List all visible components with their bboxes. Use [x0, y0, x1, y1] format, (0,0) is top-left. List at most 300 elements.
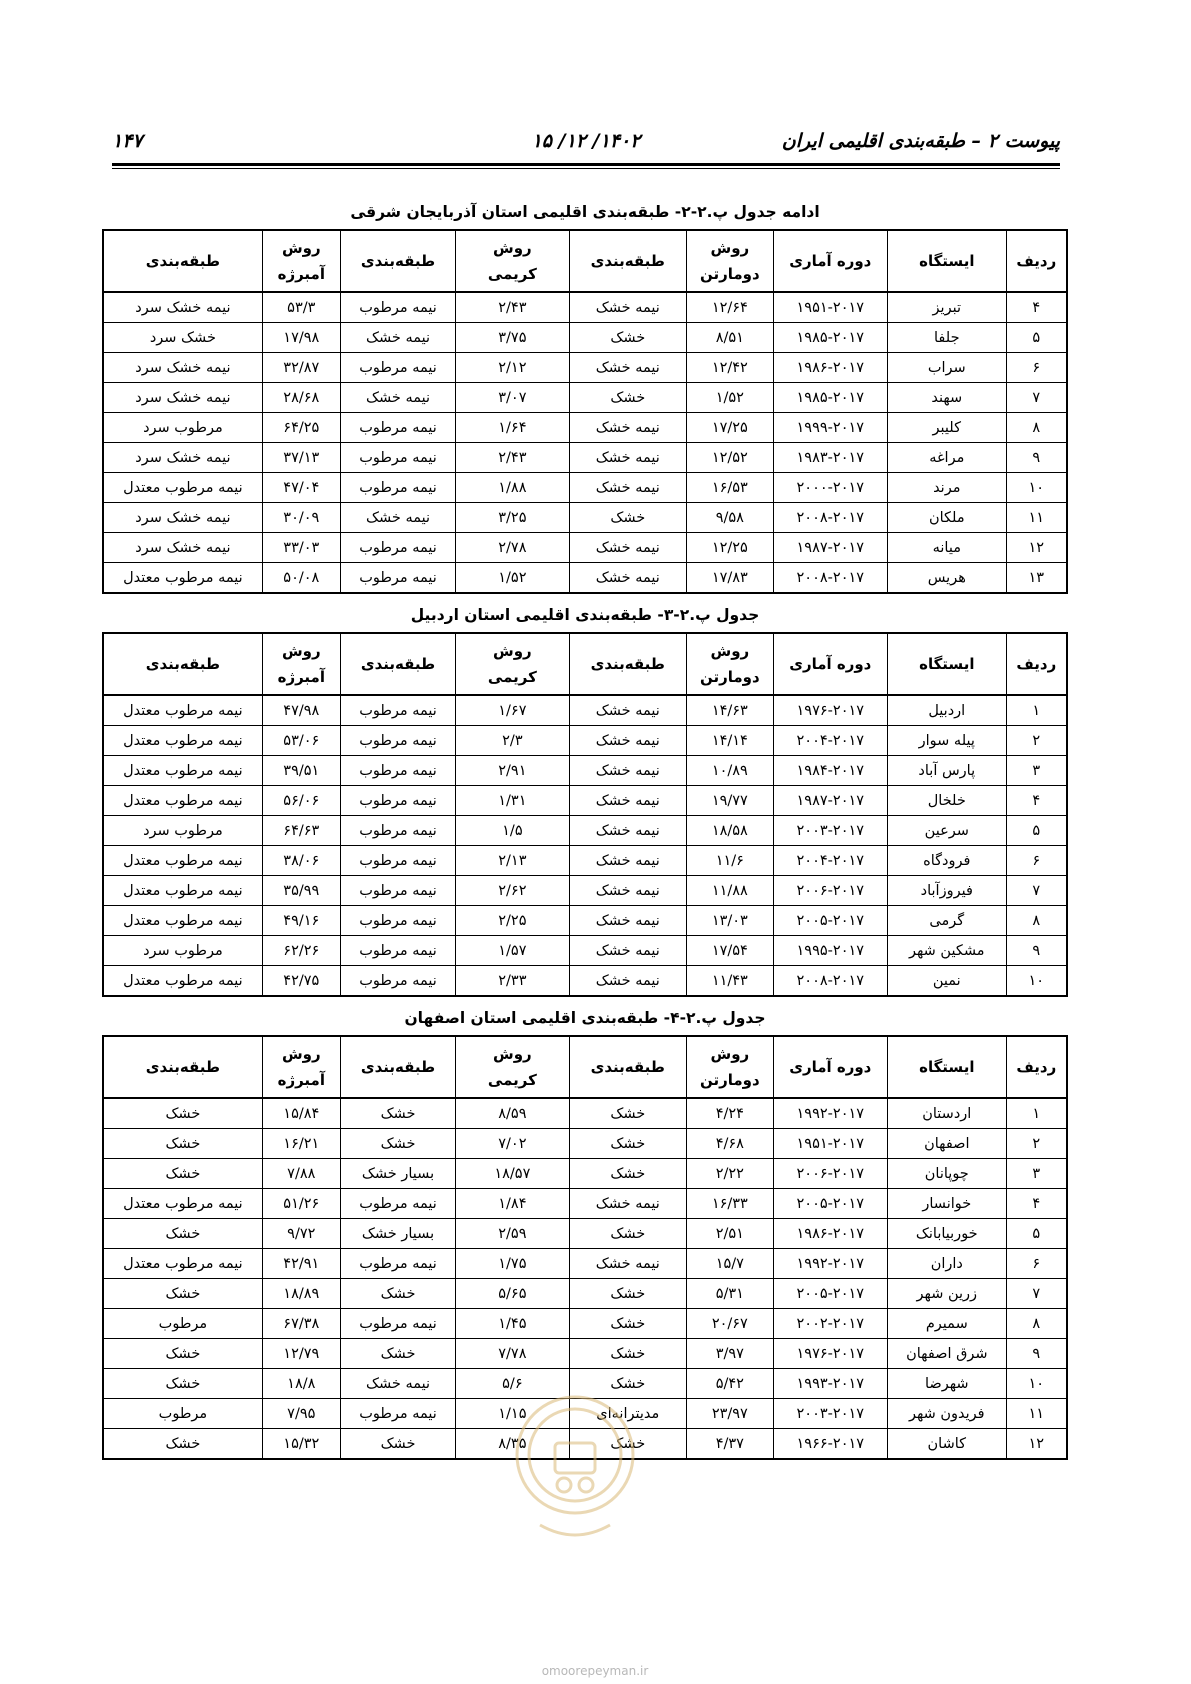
- cell-emberger: ۳۸/۰۶: [262, 846, 340, 876]
- cell-period: ۲۰۰۶-۲۰۱۷: [773, 1159, 887, 1189]
- cell-class-demartonne: نیمه خشک: [569, 292, 687, 323]
- cell-emberger: ۷/۹۵: [262, 1399, 340, 1429]
- cell-period: ۲۰۰۶-۲۰۱۷: [773, 876, 887, 906]
- cell-karimi: ۱/۱۵: [456, 1399, 569, 1429]
- cell-class-karimi: خشک: [340, 1429, 455, 1460]
- cell-demartonne: ۱۶/۵۳: [687, 473, 774, 503]
- cell-demartonne: ۱۴/۱۴: [687, 726, 774, 756]
- cell-class-karimi: نیمه مرطوب: [340, 966, 455, 997]
- table-row: [103, 906, 1067, 936]
- cell-demartonne: ۹/۵۸: [687, 503, 774, 533]
- cell-karimi: ۳/۲۵: [456, 503, 569, 533]
- table-row: [103, 786, 1067, 816]
- cell-class-karimi: بسیار خشک: [340, 1219, 455, 1249]
- cell-emberger: ۶۲/۲۶: [262, 936, 340, 966]
- cell-class-emberger: مرطوب: [103, 1399, 262, 1429]
- header-rule: [112, 163, 1060, 166]
- cell-row-number: ۶: [1006, 846, 1067, 876]
- cell-class-demartonne: نیمه خشک: [569, 966, 687, 997]
- cell-demartonne: ۱۰/۸۹: [687, 756, 774, 786]
- cell-emberger: ۱۸/۸: [262, 1369, 340, 1399]
- table-row: [103, 1309, 1067, 1339]
- cell-emberger: ۹/۷۲: [262, 1219, 340, 1249]
- col-header-station: ایستگاه: [887, 1036, 1006, 1098]
- cell-station: پیله سوار: [887, 726, 1006, 756]
- cell-karimi: ۲/۷۸: [456, 533, 569, 563]
- cell-station: خوربیابانک: [887, 1219, 1006, 1249]
- col-header-demartonne: روش دومارتن: [687, 633, 774, 695]
- cell-station: گرمی: [887, 906, 1006, 936]
- cell-row-number: ۳: [1006, 756, 1067, 786]
- cell-period: ۱۹۹۹-۲۰۱۷: [773, 413, 887, 443]
- cell-period: ۱۹۵۱-۲۰۱۷: [773, 1129, 887, 1159]
- cell-class-demartonne: خشک: [569, 323, 687, 353]
- table-row: [103, 1129, 1067, 1159]
- table-row: [103, 1219, 1067, 1249]
- cell-class-demartonne: نیمه خشک: [569, 1189, 687, 1219]
- cell-station: سهند: [887, 383, 1006, 413]
- cell-demartonne: ۲/۲۲: [687, 1159, 774, 1189]
- header-date: ۱۴۰۲/ ۱۲/ ۱۵: [531, 130, 641, 152]
- cell-class-demartonne: نیمه خشک: [569, 1249, 687, 1279]
- cell-karimi: ۱/۶۷: [456, 695, 569, 726]
- cell-karimi: ۳/۰۷: [456, 383, 569, 413]
- cell-demartonne: ۱۲/۴۲: [687, 353, 774, 383]
- cell-period: ۲۰۰۰-۲۰۱۷: [773, 473, 887, 503]
- cell-demartonne: ۱۹/۷۷: [687, 786, 774, 816]
- cell-station: ملکان: [887, 503, 1006, 533]
- cell-row-number: ۸: [1006, 906, 1067, 936]
- cell-emberger: ۳۹/۵۱: [262, 756, 340, 786]
- cell-emberger: ۵۳/۰۶: [262, 726, 340, 756]
- cell-station: داران: [887, 1249, 1006, 1279]
- cell-class-karimi: نیمه خشک: [340, 503, 455, 533]
- cell-period: ۱۹۸۴-۲۰۱۷: [773, 756, 887, 786]
- table-row: [103, 966, 1067, 997]
- cell-class-karimi: نیمه مرطوب: [340, 726, 455, 756]
- col-header-period: دوره آماری: [773, 230, 887, 292]
- cell-karimi: ۲/۱۲: [456, 353, 569, 383]
- col-header-class-emberger: طبقه‌بندی: [103, 1036, 262, 1098]
- table-row: [103, 695, 1067, 726]
- cell-class-emberger: نیمه مرطوب معتدل: [103, 563, 262, 594]
- cell-class-emberger: خشک: [103, 1129, 262, 1159]
- cell-period: ۲۰۰۵-۲۰۱۷: [773, 906, 887, 936]
- cell-period: ۱۹۹۲-۲۰۱۷: [773, 1098, 887, 1129]
- table-row: [103, 473, 1067, 503]
- cell-karimi: ۸/۵۹: [456, 1098, 569, 1129]
- cell-demartonne: ۱۷/۸۳: [687, 563, 774, 594]
- cell-demartonne: ۲۰/۶۷: [687, 1309, 774, 1339]
- cell-class-karimi: نیمه خشک: [340, 323, 455, 353]
- cell-class-karimi: نیمه مرطوب: [340, 906, 455, 936]
- cell-class-karimi: نیمه مرطوب: [340, 1249, 455, 1279]
- cell-row-number: ۵: [1006, 816, 1067, 846]
- table-row: [103, 1098, 1067, 1129]
- cell-karimi: ۱/۸۸: [456, 473, 569, 503]
- col-header-emberger: روش آمبرژه: [262, 230, 340, 292]
- cell-demartonne: ۱۳/۰۳: [687, 906, 774, 936]
- cell-demartonne: ۱۴/۶۳: [687, 695, 774, 726]
- table-header-row: [103, 633, 1067, 695]
- cell-emberger: ۵۳/۳: [262, 292, 340, 323]
- cell-karimi: ۲/۶۲: [456, 876, 569, 906]
- cell-class-demartonne: مدیترانه‌ای: [569, 1399, 687, 1429]
- cell-class-karimi: خشک: [340, 1129, 455, 1159]
- col-header-karimi: روش کریمی: [456, 230, 569, 292]
- page-header: [112, 130, 1060, 160]
- cell-demartonne: ۳/۹۷: [687, 1339, 774, 1369]
- cell-row-number: ۶: [1006, 1249, 1067, 1279]
- cell-class-emberger: نیمه خشک سرد: [103, 383, 262, 413]
- cell-karimi: ۱/۵۷: [456, 936, 569, 966]
- cell-station: هریس: [887, 563, 1006, 594]
- cell-station: کلیبر: [887, 413, 1006, 443]
- cell-class-demartonne: خشک: [569, 1219, 687, 1249]
- cell-class-karimi: خشک: [340, 1339, 455, 1369]
- cell-demartonne: ۱۱/۸۸: [687, 876, 774, 906]
- cell-class-emberger: نیمه خشک سرد: [103, 443, 262, 473]
- cell-class-karimi: نیمه مرطوب: [340, 292, 455, 323]
- cell-class-karimi: نیمه مرطوب: [340, 443, 455, 473]
- table-row: [103, 756, 1067, 786]
- cell-class-demartonne: خشک: [569, 1339, 687, 1369]
- cell-emberger: ۱۵/۸۴: [262, 1098, 340, 1129]
- cell-row-number: ۷: [1006, 383, 1067, 413]
- cell-karimi: ۱/۴۵: [456, 1309, 569, 1339]
- cell-demartonne: ۸/۵۱: [687, 323, 774, 353]
- cell-demartonne: ۱/۵۲: [687, 383, 774, 413]
- cell-emberger: ۱۵/۳۲: [262, 1429, 340, 1460]
- cell-karimi: ۳/۷۵: [456, 323, 569, 353]
- cell-row-number: ۹: [1006, 936, 1067, 966]
- cell-emberger: ۴۷/۹۸: [262, 695, 340, 726]
- cell-demartonne: ۴/۶۸: [687, 1129, 774, 1159]
- cell-class-emberger: خشک: [103, 1369, 262, 1399]
- cell-demartonne: ۴/۳۷: [687, 1429, 774, 1460]
- cell-station: میانه: [887, 533, 1006, 563]
- page-number: ۱۴۷: [112, 130, 143, 152]
- cell-row-number: ۱۱: [1006, 503, 1067, 533]
- cell-class-karimi: نیمه مرطوب: [340, 936, 455, 966]
- cell-class-karimi: نیمه خشک: [340, 1369, 455, 1399]
- cell-karimi: ۲/۲۵: [456, 906, 569, 936]
- cell-class-emberger: نیمه مرطوب معتدل: [103, 1189, 262, 1219]
- cell-station: کاشان: [887, 1429, 1006, 1460]
- cell-period: ۱۹۸۵-۲۰۱۷: [773, 383, 887, 413]
- cell-class-demartonne: خشک: [569, 1279, 687, 1309]
- table-row: [103, 533, 1067, 563]
- cell-karimi: ۲/۴۳: [456, 443, 569, 473]
- cell-row-number: ۸: [1006, 413, 1067, 443]
- cell-class-demartonne: نیمه خشک: [569, 353, 687, 383]
- cell-row-number: ۹: [1006, 1339, 1067, 1369]
- table-caption-1: ادامه جدول پ.۲-۲- طبقه‌بندی اقلیمی استان آذربایجان شرقی: [350, 203, 820, 221]
- cell-demartonne: ۱۸/۵۸: [687, 816, 774, 846]
- cell-row-number: ۳: [1006, 1159, 1067, 1189]
- cell-station: مشکین شهر: [887, 936, 1006, 966]
- cell-emberger: ۱۷/۹۸: [262, 323, 340, 353]
- cell-demartonne: ۱۷/۲۵: [687, 413, 774, 443]
- cell-emberger: ۱۸/۸۹: [262, 1279, 340, 1309]
- cell-station: مراغه: [887, 443, 1006, 473]
- cell-class-karimi: نیمه مرطوب: [340, 1189, 455, 1219]
- cell-class-karimi: نیمه مرطوب: [340, 473, 455, 503]
- cell-station: فرودگاه: [887, 846, 1006, 876]
- col-header-row-number: ردیف: [1006, 1036, 1067, 1098]
- cell-period: ۲۰۰۸-۲۰۱۷: [773, 503, 887, 533]
- cell-emberger: ۱۶/۲۱: [262, 1129, 340, 1159]
- cell-class-demartonne: خشک: [569, 383, 687, 413]
- col-header-row-number: ردیف: [1006, 633, 1067, 695]
- cell-period: ۱۹۷۶-۲۰۱۷: [773, 1339, 887, 1369]
- cell-class-emberger: نیمه خشک سرد: [103, 503, 262, 533]
- cell-class-demartonne: خشک: [569, 1309, 687, 1339]
- cell-karimi: ۱/۸۴: [456, 1189, 569, 1219]
- cell-emberger: ۴۷/۰۴: [262, 473, 340, 503]
- col-header-class-karimi: طبقه‌بندی: [340, 230, 455, 292]
- cell-class-demartonne: نیمه خشک: [569, 726, 687, 756]
- cell-station: سمیرم: [887, 1309, 1006, 1339]
- cell-row-number: ۴: [1006, 786, 1067, 816]
- cell-karimi: ۵/۶۵: [456, 1279, 569, 1309]
- cell-station: اردستان: [887, 1098, 1006, 1129]
- table-east-azerbaijan: [102, 229, 1068, 594]
- cell-row-number: ۲: [1006, 726, 1067, 756]
- cell-period: ۱۹۸۵-۲۰۱۷: [773, 323, 887, 353]
- cell-station: فریدون شهر: [887, 1399, 1006, 1429]
- col-header-station: ایستگاه: [887, 633, 1006, 695]
- cell-class-emberger: نیمه مرطوب معتدل: [103, 786, 262, 816]
- cell-class-emberger: خشک: [103, 1219, 262, 1249]
- cell-karimi: ۲/۱۳: [456, 846, 569, 876]
- cell-class-karimi: نیمه مرطوب: [340, 756, 455, 786]
- cell-class-karimi: بسیار خشک: [340, 1159, 455, 1189]
- cell-period: ۲۰۰۵-۲۰۱۷: [773, 1189, 887, 1219]
- cell-emberger: ۵۱/۲۶: [262, 1189, 340, 1219]
- cell-class-emberger: خشک: [103, 1098, 262, 1129]
- cell-class-emberger: نیمه خشک سرد: [103, 533, 262, 563]
- cell-emberger: ۴۲/۹۱: [262, 1249, 340, 1279]
- cell-karimi: ۱/۷۵: [456, 1249, 569, 1279]
- cell-class-demartonne: نیمه خشک: [569, 413, 687, 443]
- cell-class-emberger: نیمه مرطوب معتدل: [103, 876, 262, 906]
- cell-karimi: ۲/۹۱: [456, 756, 569, 786]
- cell-class-karimi: نیمه مرطوب: [340, 876, 455, 906]
- cell-karimi: ۲/۴۳: [456, 292, 569, 323]
- cell-emberger: ۵۰/۰۸: [262, 563, 340, 594]
- cell-demartonne: ۱۲/۲۵: [687, 533, 774, 563]
- cell-class-demartonne: خشک: [569, 1129, 687, 1159]
- cell-class-emberger: نیمه مرطوب معتدل: [103, 726, 262, 756]
- col-header-karimi: روش کریمی: [456, 633, 569, 695]
- cell-class-demartonne: نیمه خشک: [569, 906, 687, 936]
- running-title: پیوست ۲ – طبقه‌بندی اقلیمی ایران: [781, 130, 1060, 152]
- col-header-class-emberger: طبقه‌بندی: [103, 230, 262, 292]
- cell-row-number: ۷: [1006, 876, 1067, 906]
- cell-emberger: ۲۸/۶۸: [262, 383, 340, 413]
- cell-class-demartonne: خشک: [569, 503, 687, 533]
- cell-karimi: ۷/۷۸: [456, 1339, 569, 1369]
- cell-period: ۱۹۹۲-۲۰۱۷: [773, 1249, 887, 1279]
- cell-class-demartonne: خشک: [569, 1369, 687, 1399]
- cell-demartonne: ۱۶/۳۳: [687, 1189, 774, 1219]
- col-header-station: ایستگاه: [887, 230, 1006, 292]
- cell-class-karimi: نیمه خشک: [340, 383, 455, 413]
- cell-class-emberger: نیمه مرطوب معتدل: [103, 473, 262, 503]
- cell-row-number: ۶: [1006, 353, 1067, 383]
- cell-station: پارس آباد: [887, 756, 1006, 786]
- cell-class-karimi: نیمه مرطوب: [340, 533, 455, 563]
- cell-period: ۲۰۰۸-۲۰۱۷: [773, 966, 887, 997]
- cell-row-number: ۱۰: [1006, 966, 1067, 997]
- cell-period: ۱۹۹۳-۲۰۱۷: [773, 1369, 887, 1399]
- table-row: [103, 1159, 1067, 1189]
- cell-period: ۲۰۰۸-۲۰۱۷: [773, 563, 887, 594]
- cell-karimi: ۸/۳۵: [456, 1429, 569, 1460]
- cell-period: ۲۰۰۲-۲۰۱۷: [773, 1309, 887, 1339]
- cell-row-number: ۲: [1006, 1129, 1067, 1159]
- cell-class-karimi: نیمه مرطوب: [340, 1309, 455, 1339]
- col-header-class-karimi: طبقه‌بندی: [340, 1036, 455, 1098]
- cell-station: سراب: [887, 353, 1006, 383]
- cell-emberger: ۴۹/۱۶: [262, 906, 340, 936]
- table-row: [103, 323, 1067, 353]
- table-row: [103, 1339, 1067, 1369]
- col-header-demartonne: روش دومارتن: [687, 230, 774, 292]
- seal-watermark: [500, 1385, 650, 1555]
- col-header-emberger: روش آمبرژه: [262, 1036, 340, 1098]
- cell-class-emberger: نیمه مرطوب معتدل: [103, 695, 262, 726]
- cell-row-number: ۴: [1006, 292, 1067, 323]
- cell-class-demartonne: خشک: [569, 1159, 687, 1189]
- cell-class-emberger: نیمه خشک سرد: [103, 353, 262, 383]
- cell-row-number: ۱۱: [1006, 1399, 1067, 1429]
- cell-row-number: ۱۲: [1006, 533, 1067, 563]
- cell-class-emberger: نیمه مرطوب معتدل: [103, 756, 262, 786]
- cell-period: ۱۹۸۶-۲۰۱۷: [773, 1219, 887, 1249]
- cell-demartonne: ۵/۴۲: [687, 1369, 774, 1399]
- cell-demartonne: ۱۱/۴۳: [687, 966, 774, 997]
- cell-period: ۱۹۸۷-۲۰۱۷: [773, 533, 887, 563]
- cell-karimi: ۷/۰۲: [456, 1129, 569, 1159]
- cell-row-number: ۱: [1006, 1098, 1067, 1129]
- cell-station: فیروزآباد: [887, 876, 1006, 906]
- cell-emberger: ۶۴/۲۵: [262, 413, 340, 443]
- table-row: [103, 876, 1067, 906]
- cell-row-number: ۱: [1006, 695, 1067, 726]
- cell-period: ۱۹۸۳-۲۰۱۷: [773, 443, 887, 473]
- cell-class-karimi: خشک: [340, 1279, 455, 1309]
- cell-station: زرین شهر: [887, 1279, 1006, 1309]
- cell-station: اصفهان: [887, 1129, 1006, 1159]
- cell-station: اردبیل: [887, 695, 1006, 726]
- cell-emberger: ۳۰/۰۹: [262, 503, 340, 533]
- col-header-period: دوره آماری: [773, 633, 887, 695]
- cell-class-karimi: نیمه مرطوب: [340, 413, 455, 443]
- cell-demartonne: ۲/۵۱: [687, 1219, 774, 1249]
- table-row: [103, 383, 1067, 413]
- cell-class-emberger: خشک: [103, 1159, 262, 1189]
- cell-class-emberger: خشک: [103, 1339, 262, 1369]
- cell-row-number: ۱۳: [1006, 563, 1067, 594]
- cell-class-emberger: خشک: [103, 1429, 262, 1460]
- cell-class-emberger: نیمه خشک سرد: [103, 292, 262, 323]
- cell-class-demartonne: نیمه خشک: [569, 786, 687, 816]
- table-caption-2: جدول پ.۲-۳- طبقه‌بندی اقلیمی استان اردبیل: [410, 606, 760, 624]
- cell-class-emberger: مرطوب سرد: [103, 936, 262, 966]
- cell-karimi: ۱/۳۱: [456, 786, 569, 816]
- col-header-class-karimi: طبقه‌بندی: [340, 633, 455, 695]
- cell-emberger: ۳۷/۱۳: [262, 443, 340, 473]
- cell-period: ۲۰۰۳-۲۰۱۷: [773, 816, 887, 846]
- cell-karimi: ۲/۵۹: [456, 1219, 569, 1249]
- cell-row-number: ۸: [1006, 1309, 1067, 1339]
- cell-row-number: ۵: [1006, 1219, 1067, 1249]
- cell-station: نمین: [887, 966, 1006, 997]
- cell-class-demartonne: نیمه خشک: [569, 473, 687, 503]
- cell-demartonne: ۴/۲۴: [687, 1098, 774, 1129]
- cell-station: خوانسار: [887, 1189, 1006, 1219]
- table-row: [103, 936, 1067, 966]
- cell-karimi: ۱/۵: [456, 816, 569, 846]
- cell-class-karimi: نیمه مرطوب: [340, 846, 455, 876]
- cell-class-demartonne: خشک: [569, 1429, 687, 1460]
- cell-karimi: ۲/۳: [456, 726, 569, 756]
- table-row: [103, 413, 1067, 443]
- cell-class-karimi: نیمه مرطوب: [340, 353, 455, 383]
- cell-emberger: ۴۲/۷۵: [262, 966, 340, 997]
- cell-class-emberger: مرطوب سرد: [103, 816, 262, 846]
- cell-row-number: ۱۰: [1006, 473, 1067, 503]
- table-row: [103, 353, 1067, 383]
- cell-emberger: ۱۲/۷۹: [262, 1339, 340, 1369]
- cell-emberger: ۳۵/۹۹: [262, 876, 340, 906]
- table-row: [103, 1279, 1067, 1309]
- cell-station: مرند: [887, 473, 1006, 503]
- cell-station: تبریز: [887, 292, 1006, 323]
- cell-karimi: ۱/۵۲: [456, 563, 569, 594]
- table-header-row: [103, 1036, 1067, 1098]
- cell-period: ۱۹۶۶-۲۰۱۷: [773, 1429, 887, 1460]
- cell-class-karimi: نیمه مرطوب: [340, 563, 455, 594]
- cell-class-demartonne: خشک: [569, 1098, 687, 1129]
- cell-row-number: ۱۲: [1006, 1429, 1067, 1460]
- cell-demartonne: ۲۳/۹۷: [687, 1399, 774, 1429]
- cell-karimi: ۲/۳۳: [456, 966, 569, 997]
- cell-station: خلخال: [887, 786, 1006, 816]
- col-header-emberger: روش آمبرژه: [262, 633, 340, 695]
- table-row: [103, 726, 1067, 756]
- cell-row-number: ۴: [1006, 1189, 1067, 1219]
- cell-emberger: ۶۴/۶۳: [262, 816, 340, 846]
- cell-class-demartonne: نیمه خشک: [569, 695, 687, 726]
- col-header-row-number: ردیف: [1006, 230, 1067, 292]
- cell-class-emberger: نیمه مرطوب معتدل: [103, 966, 262, 997]
- cell-class-demartonne: نیمه خشک: [569, 756, 687, 786]
- cell-class-karimi: نیمه مرطوب: [340, 695, 455, 726]
- cell-period: ۱۹۹۵-۲۰۱۷: [773, 936, 887, 966]
- col-header-class-emberger: طبقه‌بندی: [103, 633, 262, 695]
- cell-karimi: ۱۸/۵۷: [456, 1159, 569, 1189]
- cell-class-demartonne: نیمه خشک: [569, 936, 687, 966]
- col-header-class-demartonne: طبقه‌بندی: [569, 230, 687, 292]
- cell-class-demartonne: نیمه خشک: [569, 846, 687, 876]
- cell-period: ۲۰۰۳-۲۰۱۷: [773, 1399, 887, 1429]
- cell-row-number: ۱۰: [1006, 1369, 1067, 1399]
- table-row: [103, 1249, 1067, 1279]
- table-ardabil: [102, 632, 1068, 997]
